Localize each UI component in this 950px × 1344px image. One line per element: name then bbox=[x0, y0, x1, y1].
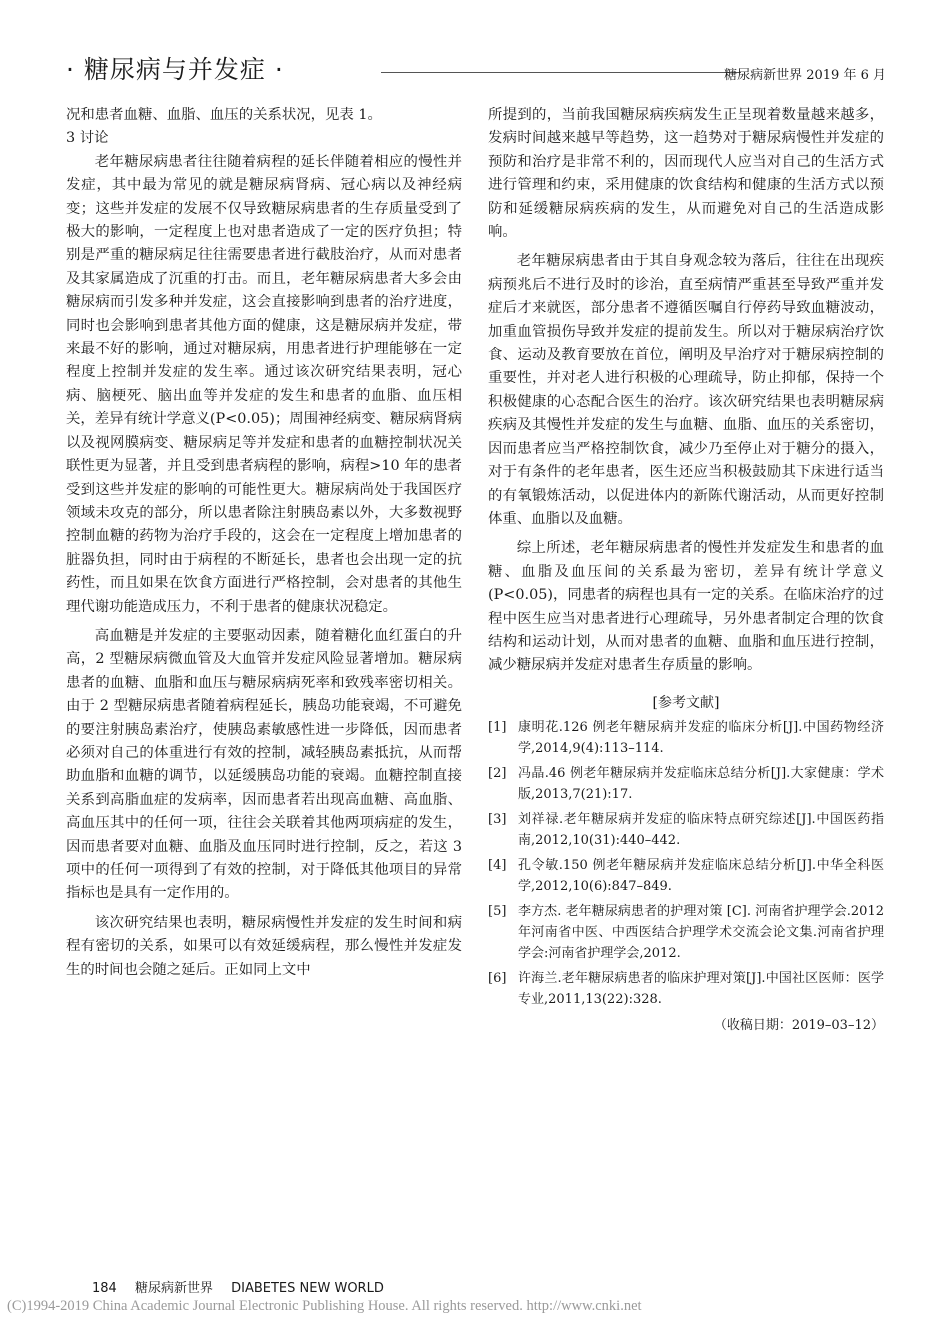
reference-item bbox=[488, 763, 884, 805]
copyright-watermark: (C)1994-2019 China Academic Journal Electronic Publishing House. All rights reserved. http://www.cnki.net bbox=[7, 1298, 642, 1314]
continuation-text: 况和患者血糖、血脂、血压的关系状况，见表 1。 bbox=[66, 107, 382, 123]
reference-number: [3] bbox=[488, 812, 507, 828]
reference-text: 孔令敏.150 例老年糖尿病并发症临床总结分析[J].中华全科医学,2012,10(6):847–849. bbox=[518, 858, 884, 895]
page-footer bbox=[92, 1277, 398, 1296]
reference-number: [2] bbox=[488, 766, 507, 782]
section-title: · 糖尿病与并发症 · bbox=[66, 55, 284, 84]
left-column bbox=[66, 104, 462, 982]
reference-text: 许海兰.老年糖尿病患者的临床护理对策[J].中国社区医师：医学专业,2011,13(22):328. bbox=[518, 971, 884, 1008]
reference-text: 康明花.126 例老年糖尿病并发症的临床分析[J].中国药物经济学,2014,9(4):113–114. bbox=[518, 720, 884, 757]
reference-text: 冯晶.46 例老年糖尿病并发症临床总结分析[J].大家健康：学术版,2013,7(21):17. bbox=[518, 766, 884, 803]
reference-item bbox=[488, 855, 884, 897]
reference-number: [5] bbox=[488, 904, 507, 920]
reference-item bbox=[488, 809, 884, 851]
footer-journal-en: DIABETES NEW WORLD bbox=[231, 1281, 384, 1296]
page-number: 184 bbox=[92, 1281, 117, 1296]
paragraph: 高血糖是并发症的主要驱动因素，随着糖化血红蛋白的升高，2 型糖尿病微血管及大血管并发症风险显著增加。糖尿病患者的血糖、血脂和血压与糖尿病病死率和致残率密切相关。由于 2 型糖尿病患者随着病程延长，胰岛功能衰竭，不可避免的要注射胰岛素治疗，使胰岛素敏感性进一步降低，因而患者必须对自己的体重进行有效的控制，减轻胰岛素抵抗，从而帮助血脂和血糖的调节，以延缓胰岛功能的衰竭。血糖控制直接关系到高脂血症的发病率，因而患者若出现高血糖、高血脂、高血压其中的任何一项，往往会关联着其他两项病症的发生，因而患者要对血糖、血脂及血压同时进行控制，反之，若这 3 项中的任何一项得到了有效的控制，对于降低其他项目的异常指标也是具有一定作用的。 bbox=[66, 627, 462, 902]
section-heading-discussion: 3 讨论 bbox=[66, 130, 109, 147]
reference-number: [1] bbox=[488, 720, 507, 736]
reference-number: [4] bbox=[488, 858, 507, 874]
reference-item bbox=[488, 717, 884, 759]
header-rule bbox=[381, 72, 741, 73]
received-date: （收稿日期：2019–03–12） bbox=[713, 1018, 884, 1034]
reference-text: 李方杰. 老年糖尿病患者的护理对策 [C]. 河南省护理学会.2012 年河南省中医、中西医结合护理学术交流会论文集.河南省护理学会:河南省护理学会,2012. bbox=[518, 904, 884, 962]
reference-number: [6] bbox=[488, 971, 507, 987]
reference-item bbox=[488, 968, 884, 1010]
paragraph: 老年糖尿病患者由于其自身观念较为落后，往往在出现疾病预兆后不进行及时的诊治，直至病情严重甚至导致严重并发症后才来就医，部分患者不遵循医嘱自行停药导致血糖波动，加重血管损伤导致并发症的提前发生。所以对于糖尿病治疗饮食、运动及教育要放在首位，阐明及早治疗对于糖尿病控制的重要性，并对老人进行积极的心理疏导，防止抑郁，保持一个积极健康的心态配合医生的治疗。该次研究结果也表明糖尿病疾病及其慢性并发症的发生与血糖、血脂、血压的关系密切，因而患者应当严格控制饮食，减少乃至停止对于糖分的摄入，对于有条件的老年患者，医生还应当积极鼓励其下床进行适当的有氧锻炼活动，以促进体内的新陈代谢活动，从而更好控制体重、血脂以及血糖。 bbox=[488, 253, 884, 527]
paragraph: 该次研究结果也表明，糖尿病慢性并发症的发生时间和病程有密切的关系，如果可以有效延缓病程，那么慢性并发症发生的时间也会随之延后。正如同上文中 bbox=[66, 914, 462, 978]
journal-info: 糖尿病新世界 2019 年 6 月 bbox=[724, 68, 886, 83]
paragraph: 老年糖尿病患者往往随着病程的延长伴随着相应的慢性并发症，其中最为常见的就是糖尿病肾病、冠心病以及神经病变；这些并发症的发展不仅导致糖尿病患者的生存质量受到了极大的影响，一定程度上也对患者造成了一定的医疗负担；特别是严重的糖尿病足往往需要患者进行截肢治疗，从而对患者及其家属造成了沉重的打击。而且，老年糖尿病患者大多会由糖尿病而引发多种并发症，这会直接影响到患者的治疗进度，同时也会影响到患者其他方面的健康，这是糖尿病并发症，带来最不好的影响，通过对糖尿病，用患者进行护理能够在一定程度上控制并发症的发生率。通过该次研究结果表明，冠心病、脑梗死、脑出血等并发症的发生和患者的血脂、血压相关，差异有统计学意义(P<0.05)；周围神经病变、糖尿病肾病以及视网膜病变、糖尿病足等并发症和患者的血糖控制状况关联性更为显著，并且受到患者病程的影响，病程>10 年的患者受到这些并发症的影响的可能性更大。糖尿病尚处于我国医疗领域未攻克的部分，所以患者除注射胰岛素以外，大多数视野控制血糖的药物为治疗手段的，这会在一定程度上增加患者的脏器负担，同时由于病程的不断延长，患者也会出现一定的抗药性，而且如果在饮食方面进行严格控制，会对患者的其他生理代谢功能造成压力，不利于患者的健康状况稳定。 bbox=[66, 153, 462, 615]
right-column bbox=[488, 104, 884, 1038]
references-title: [参考文献] bbox=[652, 694, 720, 711]
reference-text: 刘祥禄.老年糖尿病并发症的临床特点研究综述[J].中国医药指南,2012,10(31):440–442. bbox=[518, 812, 884, 849]
footer-journal-cn: 糖尿病新世界 bbox=[134, 1281, 213, 1296]
paragraph: 综上所述，老年糖尿病患者的慢性并发症发生和患者的血糖、血脂及血压间的关系最为密切，差异有统计学意义(P<0.05)，同患者的病程也具有一定的关系。在临床治疗的过程中医生应当对患者进行心理疏导，另外患者制定合理的饮食结构和运动计划，从而对患者的血糖、血脂和血压进行控制，减少糖尿病并发症对患者生存质量的影响。 bbox=[488, 540, 884, 674]
running-header bbox=[66, 50, 886, 90]
reference-item bbox=[488, 901, 884, 964]
continuation-text: 所提到的，当前我国糖尿病疾病发生正呈现着数量越来越多，发病时间越来越早等趋势，这一趋势对于糖尿病慢性并发症的预防和治疗是非常不利的，因而现代人应当对自己的生活方式进行管理和约束，采用健康的饮食结构和健康的生活方式以预防和延缓糖尿病疾病的发生，从而避免对自己的生活造成影响。 bbox=[488, 107, 884, 241]
